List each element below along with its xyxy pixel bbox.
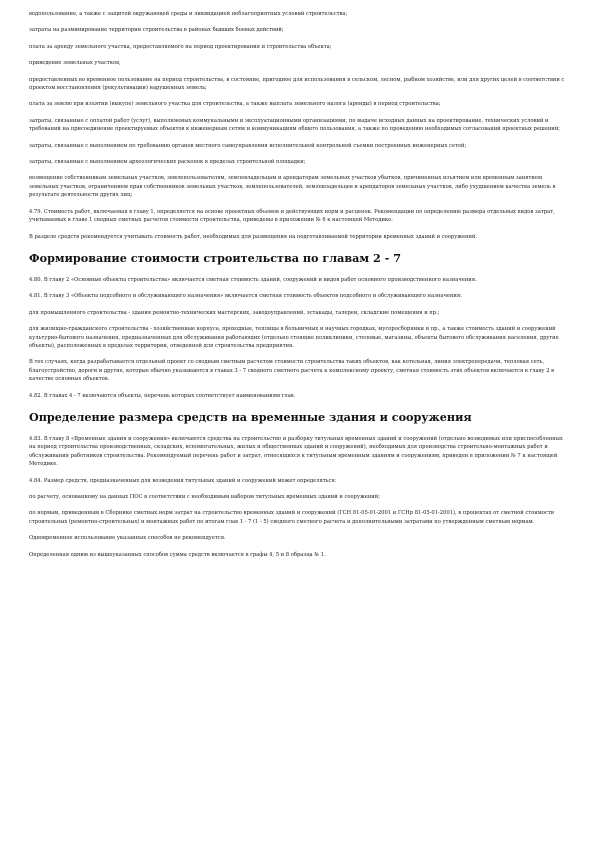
paragraph: В тех случаях, когда разрабатывается отдельный проект со сводным сметным расчетом стоимости строительства таких объектов, как котельная, линия электропередачи, тепловая сеть, благоустройство, дороги и другие, которые обычно указываются в главах 3 - 7 сводного сметного расчета к комплексному проекту, сметная стоимость этих объектов включается в главу 2 в качестве основных объектов.	[29, 359, 555, 383]
paragraph-4-80: 4.80. В главу 2 «Основные объекты строительства» включается сметная стоимость зданий, сооружений и видов работ основного производственного назначения.	[29, 276, 477, 283]
paragraph: Определенная одним из вышеуказанных способов сумма средств включается в графы 4, 5 и 8 образца № 1.	[29, 551, 326, 558]
paragraph: плата за землю при изъятии (выкупе) земельного участка для строительства, а также выплата земельного налога (аренды) в период строительства;	[29, 101, 441, 108]
paragraph-4-83: 4.83. В главу 8 «Временные здания и сооружения» включаются средства на строительство и разборку титульных временных зданий и сооружений (отдельно возводимых или приспособленных на период строительства производственных, складских, вспомогательных, жилых и общественных зданий и сооружений), необходимых для производства строительно-монтажных работ и обслуживания работников строительства. Рекомендуемый перечень работ и затрат, относящихся к титульным временным зданиям и сооружениям, приведен в приложении № 7 к настоящей Методике.	[29, 435, 563, 468]
section-heading-temporary-buildings: Определение размера средств на временные здания и сооружения	[29, 409, 472, 424]
paragraph: затраты, связанные с выполнением по требованию органов местного самоуправления исполнительной контрольной съемки построенных инженерных сетей;	[29, 142, 467, 149]
paragraph: плата за аренду земельного участка, предоставляемого на период проектирования и строительства объекта;	[29, 43, 332, 50]
paragraph-4-79: 4.79. Стоимость работ, включаемая в главу 1, определяется на основе проектных объемов и действующих норм и расценок. Рекомендации по определению размера отдельных видов затрат, учитываемых в главе 1 сводных сметных расчетов стоимости строительства, приведены в приложении № 6 к настоящей Методике.	[29, 208, 555, 224]
top-section	[29, 10, 567, 241]
section-heading-chapters-2-7: Формирование стоимости строительства по главам 2 - 7	[29, 250, 402, 265]
paragraph: по расчету, основанному на данных ПОС в соответствии с необходимым набором титульных временных зданий и сооружений;	[29, 494, 380, 500]
paragraph: затраты, связанные с оплатой работ (услуг), выполняемых коммунальными и эксплуатационными организациями, по выдаче исходных данных на проектирование, технических условий и требований на присоединение проектируемых объектов к инженерным сетям и коммуникациям общего пользования, а также по проведению необходимых согласований проектных решений;	[29, 117, 560, 133]
paragraph: водопользование, а также с защитой окружающей среды и ликвидацией неблагоприятных условий строительства;	[29, 11, 348, 17]
paragraph: возмещение собственникам земельных участков, землепользователям, землевладельцам и арендаторам земельных участков убытков, причиненных изъятием или временным занятием земельных участков, ограничением прав собственников земельных участков, землепользователей, землевладельцев и арендаторов земельных участков, либо ухудшением качества земель в результате деятельности других лиц;	[29, 175, 556, 199]
paragraph: для жилищно-гражданского строительства - хозяйственные корпуса, проходные, теплицы в больничных и научных городках, мусоросборники и пр., а также стоимость зданий и сооружений культурно-бытового назначения, предназначенных для обслуживания работающих (отдельно стоящие поликлиники, столовые, магазины, объекты бытового обслуживания населения, другие объекты), расположенных в пределах территории, отведенной для строительства предприятия.	[29, 326, 559, 349]
paragraph: предоставленных во временное пользование на период строительства, в состояние, пригодное для использования в сельском, лесном, рыбном хозяйстве, или для других целей в соответствии с проектом восстановления (рекультивации) нарушенных земель;	[29, 76, 565, 92]
paragraph: В разделе средств рекомендуется учитывать стоимость работ, необходимых для размещения на подготавливаемой территории временных зданий и сооружений.	[29, 233, 478, 240]
middle-section	[29, 276, 567, 400]
paragraph-4-84: 4.84. Размер средств, предназначенных для возведения титульных зданий и сооружений может определяться:	[29, 477, 337, 484]
paragraph: приведение земельных участков,	[29, 60, 121, 67]
paragraph: затраты, связанные с выполнением археологических раскопок в пределах строительной площадки;	[29, 159, 306, 166]
paragraph: затраты на разминирование территории строительства в районах бывших боевых действий;	[29, 27, 284, 34]
paragraph: Одновременное использование указанных способов не рекомендуется.	[29, 535, 226, 542]
paragraph: для промышленного строительства - здания ремонтно-технических мастерских, заводоуправлений, эстакады, галереи, складские помещения и пр.;	[29, 309, 440, 316]
paragraph-gsn-norms: по нормам, приведенным в Сборнике сметных норм затрат на строительство временных зданий и сооружений (ГСН 81-05-01-2001 и ГСНр 81-05-01-2001), в процентах от сметной стоимости строительных (ремонтно-строительных) и монтажных работ по итогам глав 1 - 7 (1 - 5) сводного сметного расчета и дополнительными затратами по утвержденным сметным нормам.	[29, 510, 555, 525]
bottom-section	[29, 435, 567, 559]
paragraph-4-81: 4.81. В главу 3 «Объекты подсобного и обслуживающего назначения» включается сметная стоимость объектов подсобного и обслуживающего назначения:	[29, 293, 462, 300]
paragraph-4-82: 4.82. В главах 4 - 7 включаются объекты, перечень которых соответствует наименованиям глав.	[29, 392, 296, 399]
